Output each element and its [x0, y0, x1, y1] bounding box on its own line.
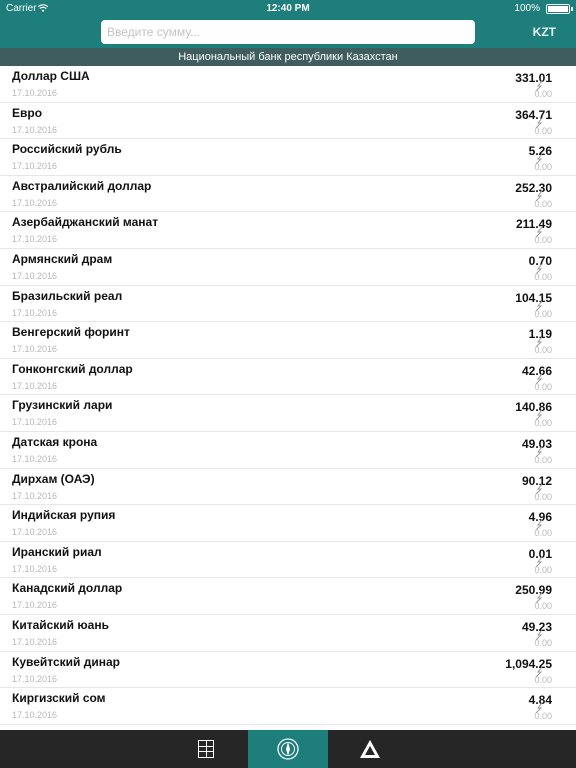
tab-exchange[interactable]	[330, 730, 410, 768]
rate-change: 0.00	[534, 454, 552, 465]
rate-date: 17.10.2016	[12, 563, 58, 574]
rate-change: 0.00	[534, 162, 552, 173]
rate-change: 0.00	[534, 711, 552, 722]
rate-change: 0.00	[534, 674, 552, 685]
rate-row[interactable]	[0, 212, 576, 249]
calculator-icon	[198, 740, 214, 758]
source-label: Национальный банк республики Казахстан	[0, 48, 576, 66]
rate-value: 1.19	[528, 327, 552, 342]
tab-national-bank[interactable]	[248, 730, 328, 768]
rate-value: 0.01	[528, 546, 552, 561]
rate-row[interactable]	[0, 615, 576, 652]
currency-name: Бразильский реал	[12, 288, 123, 303]
currency-name: Гонконгский доллар	[12, 361, 133, 376]
rate-date: 17.10.2016	[12, 527, 58, 538]
currency-name: Доллар США	[12, 69, 90, 83]
rate-date: 17.10.2016	[12, 124, 58, 135]
exchange-logo-icon	[358, 738, 382, 760]
rate-row[interactable]	[0, 578, 576, 615]
rate-value: 252.30	[515, 180, 552, 195]
rate-value: 331.01	[515, 71, 552, 85]
currency-name: Евро	[12, 105, 43, 120]
rate-date: 17.10.2016	[12, 710, 58, 721]
rate-date: 17.10.2016	[12, 270, 58, 281]
rate-change: 0.00	[534, 637, 552, 648]
rate-date: 17.10.2016	[12, 380, 58, 391]
nav-bar	[0, 18, 576, 48]
rate-row[interactable]	[0, 66, 576, 103]
rate-date: 17.10.2016	[12, 417, 58, 428]
rate-change: 0.00	[534, 308, 552, 319]
rate-value: 250.99	[515, 583, 552, 598]
rate-change: 0.00	[534, 125, 552, 136]
currency-name: Канадский доллар	[12, 581, 123, 596]
rate-change: 0.00	[534, 89, 552, 99]
rate-value: 90.12	[521, 473, 552, 488]
rate-date: 17.10.2016	[12, 490, 58, 501]
currency-name: Кувейтский динар	[12, 654, 120, 669]
rate-list[interactable]	[0, 66, 576, 730]
rate-value: 211.49	[515, 217, 552, 232]
amount-input[interactable]	[101, 20, 475, 44]
rate-value: 5.26	[528, 144, 552, 159]
rate-change: 0.00	[534, 601, 552, 612]
rate-change: 0.00	[534, 418, 552, 429]
currency-name: Индийская рупия	[12, 508, 116, 523]
currency-button[interactable]: KZT	[532, 25, 556, 39]
rate-date: 17.10.2016	[12, 88, 58, 98]
rate-date: 17.10.2016	[12, 307, 58, 318]
currency-name: Дирхам (ОАЭ)	[12, 471, 95, 486]
rate-change: 0.00	[534, 271, 552, 282]
battery-percent: 100%	[514, 3, 540, 14]
rate-row[interactable]	[0, 322, 576, 359]
rate-row[interactable]	[0, 432, 576, 469]
rate-value: 364.71	[515, 107, 552, 122]
rate-date: 17.10.2016	[12, 453, 58, 464]
rate-value: 104.15	[515, 290, 552, 305]
rate-row[interactable]	[0, 688, 576, 725]
rate-date: 17.10.2016	[12, 234, 58, 245]
national-bank-emblem-icon	[277, 737, 299, 761]
rate-row[interactable]	[0, 249, 576, 286]
rate-value: 49.03	[521, 436, 552, 451]
currency-name: Венгерский форинт	[12, 325, 130, 340]
rate-change: 0.00	[534, 198, 552, 209]
currency-name: Иранский риал	[12, 544, 102, 559]
currency-name: Азербайджанский манат	[12, 215, 159, 230]
rate-row[interactable]	[0, 542, 576, 579]
rate-change: 0.00	[534, 235, 552, 246]
currency-name: Австралийский доллар	[12, 178, 152, 193]
rate-value: 1,094.25	[505, 656, 552, 671]
tab-bar	[0, 730, 576, 768]
rate-row[interactable]	[0, 139, 576, 176]
clock: 12:40 PM	[266, 3, 310, 14]
rate-date: 17.10.2016	[12, 161, 58, 172]
battery-icon	[546, 4, 570, 14]
rate-change: 0.00	[534, 491, 552, 502]
rate-row[interactable]	[0, 505, 576, 542]
currency-name: Грузинский лари	[12, 398, 113, 413]
rate-date: 17.10.2016	[12, 600, 58, 611]
rate-date: 17.10.2016	[12, 673, 58, 684]
rate-date: 17.10.2016	[12, 344, 58, 355]
rate-change: 0.00	[534, 381, 552, 392]
rate-value: 0.70	[528, 253, 552, 268]
tab-calculator[interactable]	[166, 730, 246, 768]
currency-name: Датская крона	[12, 434, 98, 449]
battery-tip	[571, 7, 573, 11]
rate-value: 42.66	[521, 363, 552, 378]
rate-change: 0.00	[534, 345, 552, 356]
status-bar	[0, 0, 576, 18]
rate-value: 4.96	[528, 510, 552, 525]
rate-value: 140.86	[515, 400, 552, 415]
currency-name: Киргизский сом	[12, 691, 106, 706]
rate-row[interactable]	[0, 652, 576, 689]
rate-date: 17.10.2016	[12, 636, 58, 647]
currency-name: Китайский юань	[12, 617, 109, 632]
rate-value: 49.23	[521, 619, 552, 634]
currency-name: Армянский драм	[12, 251, 113, 266]
rate-change: 0.00	[534, 528, 552, 539]
rate-row[interactable]	[0, 359, 576, 396]
carrier-label: Carrier	[6, 3, 37, 14]
currency-name: Российский рубль	[12, 142, 122, 157]
rate-row[interactable]	[0, 103, 576, 140]
rate-change: 0.00	[534, 564, 552, 575]
rate-row[interactable]	[0, 395, 576, 432]
rate-date: 17.10.2016	[12, 197, 58, 208]
rate-value: 4.84	[528, 693, 552, 708]
rate-row[interactable]	[0, 286, 576, 323]
rate-row[interactable]	[0, 176, 576, 213]
rate-row[interactable]	[0, 469, 576, 506]
